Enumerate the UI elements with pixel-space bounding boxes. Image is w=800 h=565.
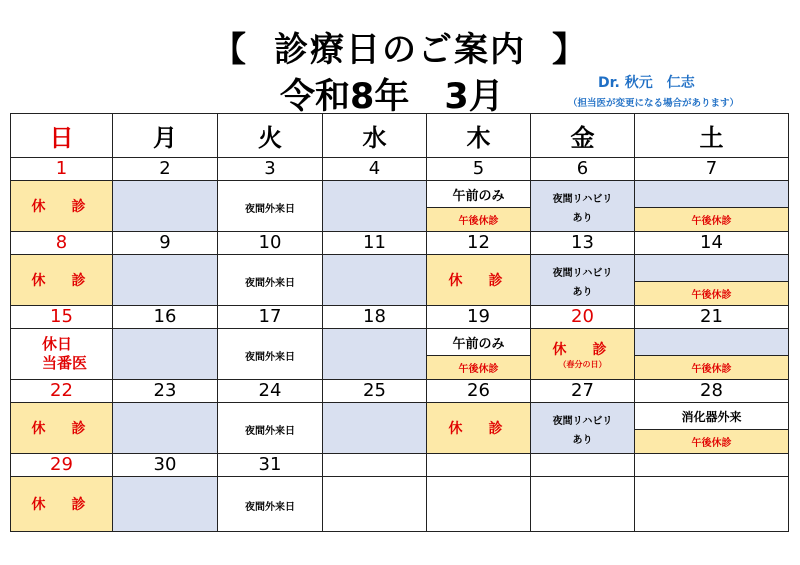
date-cell: 29	[11, 454, 113, 477]
closed-label: 休 診	[31, 497, 92, 513]
date-row	[11, 454, 789, 477]
night-clinic-label: 夜間外来日	[245, 203, 295, 215]
date-cell: 17	[218, 306, 323, 329]
date-cell: 25	[323, 380, 427, 403]
weekday-wed: 水	[323, 114, 427, 158]
weekday-sun: 日	[11, 114, 113, 158]
date-cell: 7	[635, 158, 789, 181]
date-cell: 5	[427, 158, 531, 181]
schedule-cell-rehab	[531, 255, 635, 306]
date-cell: 13	[531, 232, 635, 255]
date-cell: 4	[323, 158, 427, 181]
night-clinic-label: 夜間外来日	[245, 501, 295, 513]
schedule-cell-night	[218, 255, 323, 306]
weekday-fri: 金	[531, 114, 635, 158]
schedule-cell-night	[218, 477, 323, 532]
closed-label: 休 診	[448, 421, 509, 437]
closed-label: 休 診	[31, 273, 92, 289]
date-row	[11, 306, 789, 329]
closed-label: 休 診	[552, 341, 613, 358]
schedule-cell-empty	[323, 477, 427, 532]
date-cell: 23	[113, 380, 218, 403]
schedule-row	[11, 181, 789, 232]
date-cell: 26	[427, 380, 531, 403]
schedule-cell-closed	[11, 181, 113, 232]
title-bracket-left: 【	[212, 30, 248, 70]
date-cell: 24	[218, 380, 323, 403]
schedule-cell-empty	[531, 477, 635, 532]
date-cell	[323, 454, 427, 477]
date-cell: 8	[11, 232, 113, 255]
date-row	[11, 158, 789, 181]
schedule-cell-empty	[635, 477, 789, 532]
schedule-cell-closed	[427, 255, 531, 306]
date-cell: 6	[531, 158, 635, 181]
night-clinic-label: 夜間外来日	[245, 277, 295, 289]
weekday-thu: 木	[427, 114, 531, 158]
closed-label: 休 診	[448, 273, 509, 289]
doctor-name: Dr. 秋元 仁志	[598, 75, 695, 91]
date-cell: 2	[113, 158, 218, 181]
schedule-cell-rehab	[531, 403, 635, 454]
page-title	[0, 22, 800, 71]
schedule-cell-night	[218, 329, 323, 380]
date-cell: 10	[218, 232, 323, 255]
schedule-cell-open	[323, 403, 427, 454]
schedule-cell-split	[635, 255, 789, 306]
schedule-cell-closed	[11, 403, 113, 454]
schedule-cell-open	[113, 181, 218, 232]
schedule-cell-night	[218, 403, 323, 454]
schedule-cell-closed	[427, 403, 531, 454]
date-cell	[427, 454, 531, 477]
schedule-cell-open	[113, 403, 218, 454]
schedule-cell-split	[635, 403, 789, 454]
date-cell: 15	[11, 306, 113, 329]
schedule-cell-open	[323, 329, 427, 380]
date-cell: 1	[11, 158, 113, 181]
month-title: 令和8年 3月	[280, 77, 504, 117]
schedule-cell-split	[635, 181, 789, 232]
holiday-name: （春分の日）	[558, 359, 607, 369]
date-cell: 14	[635, 232, 789, 255]
schedule-row	[11, 403, 789, 454]
date-cell: 9	[113, 232, 218, 255]
date-row	[11, 232, 789, 255]
schedule-cell-closed	[531, 329, 635, 380]
schedule-cell-rehab	[531, 181, 635, 232]
schedule-cell-open	[323, 181, 427, 232]
duty-doctor-label: 当番医	[41, 354, 87, 372]
weekday-mon: 月	[113, 114, 218, 158]
date-cell: 20	[531, 306, 635, 329]
schedule-cell-open	[113, 329, 218, 380]
schedule-cell-closed	[11, 477, 113, 532]
date-cell: 22	[11, 380, 113, 403]
schedule-row	[11, 255, 789, 306]
title-bracket-right: 】	[552, 30, 588, 70]
doctor-note: （担当医が変更になる場合があります）	[568, 98, 740, 109]
schedule-cell-night	[218, 181, 323, 232]
date-cell: 18	[323, 306, 427, 329]
date-cell: 19	[427, 306, 531, 329]
date-cell: 16	[113, 306, 218, 329]
morning-only-label: 午前のみ	[452, 336, 505, 352]
date-cell: 31	[218, 454, 323, 477]
date-cell: 12	[427, 232, 531, 255]
weekday-sat: 土	[635, 114, 789, 158]
schedule-cell-split	[635, 329, 789, 380]
holiday-label: 休日	[41, 335, 72, 353]
night-rehab-label: 夜間リハビリ あり	[552, 194, 613, 224]
date-cell: 21	[635, 306, 789, 329]
date-cell: 11	[323, 232, 427, 255]
schedule-cell-split	[427, 329, 531, 380]
date-cell: 28	[635, 380, 789, 403]
night-rehab-label: 夜間リハビリ あり	[552, 416, 613, 446]
night-clinic-label: 夜間外来日	[245, 425, 295, 437]
date-cell: 30	[113, 454, 218, 477]
schedule-cell-empty	[427, 477, 531, 532]
schedule-cell-open	[113, 255, 218, 306]
afternoon-closed-label: 午後休診	[458, 364, 499, 375]
date-cell	[635, 454, 789, 477]
afternoon-closed-label: 午後休診	[691, 290, 732, 301]
night-rehab-label: 夜間リハビリ あり	[552, 268, 613, 298]
date-cell	[531, 454, 635, 477]
schedule-cell-open	[113, 477, 218, 532]
schedule-cell-open	[323, 255, 427, 306]
closed-label: 休 診	[31, 199, 92, 215]
gastro-clinic-label: 消化器外来	[681, 409, 742, 424]
weekday-header-row	[11, 114, 789, 158]
title-heading: 診療日のご案内	[274, 30, 526, 70]
date-cell: 27	[531, 380, 635, 403]
closed-label: 休 診	[31, 421, 92, 437]
date-cell: 3	[218, 158, 323, 181]
night-clinic-label: 夜間外来日	[245, 351, 295, 363]
morning-only-label: 午前のみ	[452, 188, 505, 204]
date-row	[11, 380, 789, 403]
schedule-cell-split	[427, 181, 531, 232]
schedule-cell-holiday-duty	[11, 329, 113, 380]
afternoon-closed-label: 午後休診	[458, 216, 499, 227]
schedule-row	[11, 329, 789, 380]
afternoon-closed-label: 午後休診	[691, 216, 732, 227]
schedule-cell-closed	[11, 255, 113, 306]
afternoon-closed-label: 午後休診	[691, 438, 732, 449]
afternoon-closed-label: 午後休診	[691, 364, 732, 375]
weekday-tue: 火	[218, 114, 323, 158]
schedule-row	[11, 477, 789, 532]
calendar-table	[10, 113, 789, 532]
